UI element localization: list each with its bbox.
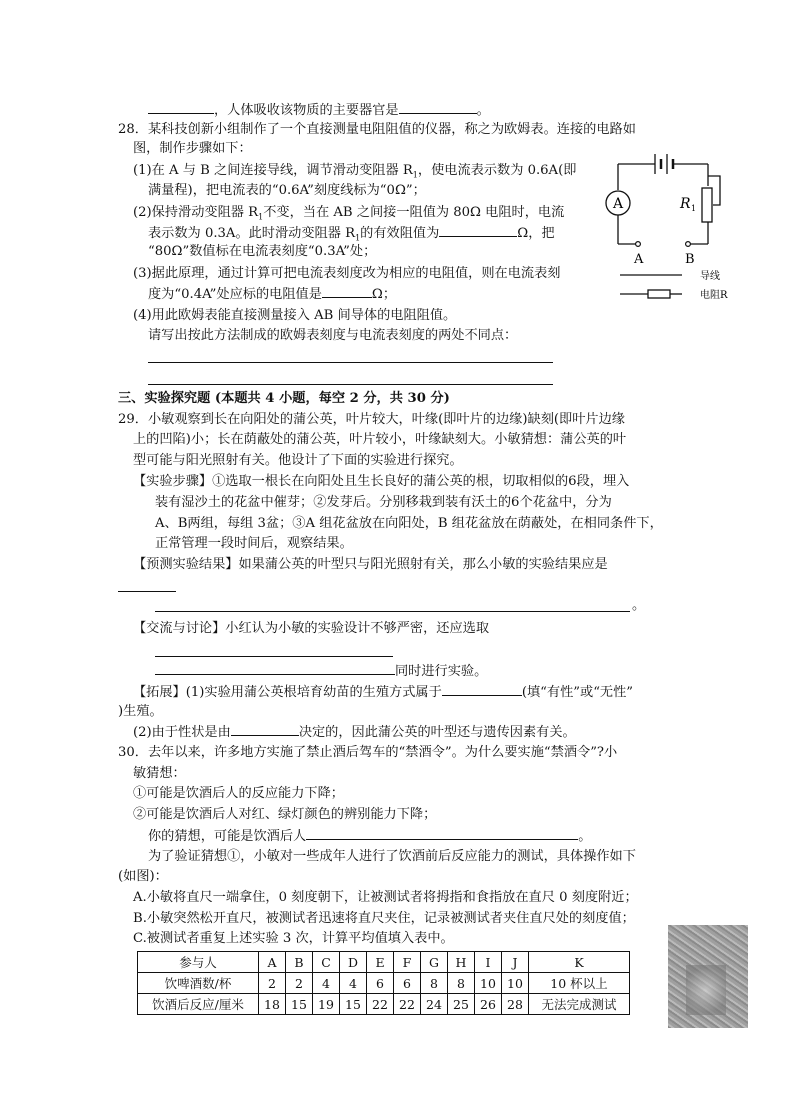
table-header-row (138, 952, 630, 973)
q30-guess1: ①可能是饮酒后人的反应能力下降； (133, 786, 344, 801)
q30-guess3: 你的猜想，可能是饮酒后人 。 (148, 829, 592, 844)
q28-step2a: (2)保持滑动变阻器 $R_1$不变，当在 AB 之间接一阻值为 80Ω 电阻时，电流 (133, 205, 565, 222)
table-cell: 饮啤酒数/杯 (138, 973, 259, 994)
table-cell: 25 (448, 994, 475, 1015)
q28-step2b: 表示数为 0.3A。此时滑动变阻器 $R_1$的有效阻值为 Ω，把 (148, 226, 555, 243)
answer-blank[interactable] (155, 662, 395, 675)
q29-discuss: 【交流与讨论】小红认为小敏的实验设计不够严密，还应选取 (133, 621, 490, 636)
answer-line[interactable] (118, 591, 176, 592)
b-label: B (685, 252, 695, 267)
q30-guess2: ②可能是饮酒后人对红、绿灯颜色的辨别能力下降； (133, 807, 437, 822)
answer-blank[interactable] (231, 723, 299, 736)
table-header: E (367, 952, 394, 973)
table-header: 参与人 (138, 952, 259, 973)
a-label: A (634, 252, 644, 267)
terminal-b (686, 242, 691, 247)
q29-line2: 上的凹陷)小；长在荫蔽处的蒲公英，叶片较小，叶缘缺刻大。小敏猜想：蒲公英的叶 (133, 432, 627, 447)
ammeter-label: A (613, 196, 624, 212)
answer-blank[interactable] (306, 827, 578, 840)
table-cell: 10 (502, 973, 529, 994)
q29-discuss2: 同时进行实验。 (155, 662, 487, 681)
q30-step-c: C.被测试者重复上述实验 3 次，计算平均值填入表中。 (133, 931, 454, 946)
q28-step1a: (1)在 A 与 B 之间连接导线，调节滑动变阻器 $R_1$，使电流表示数为 0.6A(即 (133, 163, 577, 180)
table-header: K (529, 952, 630, 973)
q30-line1: 30．去年以来，许多地方实施了禁止酒后驾车的“禁酒令”。为什么要实施“禁酒令”?小 (118, 745, 618, 760)
circuit-diagram (600, 148, 760, 308)
q29-ext1: 【拓展】(1)实验用蒲公英根培育幼苗的生殖方式属于 (填“有性”或“无性” (133, 685, 634, 700)
table-cell: 4 (313, 973, 340, 994)
terminal-a (636, 242, 641, 247)
reaction-table (137, 951, 630, 1015)
q29-line1: 29．小敏观察到长在向阳处的蒲公英，叶片较大，叶缘(即叶片的边缘)缺刻(即叶片边缘 (118, 412, 625, 427)
table-row (138, 994, 630, 1015)
table-cell: 2 (259, 973, 286, 994)
table-row (138, 973, 630, 994)
q28-step3a: (3)据此原理，通过计算可把电流表刻度改为相应的电阻值，则在电流表刻 (133, 266, 561, 281)
q29-step1: 【实验步骤】①选取一根长在向阳处且生长良好的蒲公英的根，切取相似的6段，埋入 (133, 474, 630, 489)
table-header: H (448, 952, 475, 973)
table-header: F (394, 952, 421, 973)
table-header: A (259, 952, 286, 973)
q28-step2c: “80Ω”数值标在电流表刻度“0.3A”处； (148, 244, 377, 259)
table-cell: 15 (286, 994, 313, 1015)
q29-line3: 型可能与阳光照射有关。他设计了下面的实验进行探究。 (133, 453, 463, 468)
answer-line[interactable] (155, 656, 393, 657)
section-title: 三、实验探究题 (本题共 4 小题，每空 2 分，共 30 分) (118, 391, 450, 406)
table-cell: 8 (448, 973, 475, 994)
q30-step-a: A.小敏将直尺一端拿住，0 刻度朝下，让被测试者将拇指和食指放在直尺 0 刻度附近； (133, 890, 638, 905)
table-cell: 6 (394, 973, 421, 994)
table-header: J (502, 952, 529, 973)
table-cell: 22 (394, 994, 421, 1015)
table-cell: 18 (259, 994, 286, 1015)
table-cell: 4 (340, 973, 367, 994)
table-cell: 15 (340, 994, 367, 1015)
q29-step3: A、B两组，每组 3盆；③A 组花盆放在向阳处，B 组花盆放在荫蔽处，在相同条件下， (155, 516, 663, 531)
ruler-test-photo (668, 925, 748, 1028)
table-cell: 8 (421, 973, 448, 994)
answer-blank[interactable] (442, 683, 522, 696)
q28-step3b: 度为“0.4A”处应标的电阻值是 Ω； (148, 287, 397, 302)
answer-line[interactable] (148, 384, 553, 385)
period: 。 (632, 598, 646, 613)
answer-line[interactable] (155, 611, 630, 612)
table-cell: 19 (313, 994, 340, 1015)
q28-line1: 28．某科技创新小组制作了一个直接测量电阻阻值的仪器，称之为欧姆表。连接的电路如 (118, 122, 636, 137)
answer-blank[interactable] (322, 285, 372, 298)
table-cell: 10 (475, 973, 502, 994)
q28-step4a: (4)用此欧姆表能直接测量接入 AB 间导体的电阻阻值。 (133, 308, 457, 323)
table-header: B (286, 952, 313, 973)
q30-para2: (如图)： (118, 869, 168, 884)
table-header: I (475, 952, 502, 973)
answer-blank[interactable] (439, 224, 517, 237)
table-header: G (421, 952, 448, 973)
top-line: ，人体吸收该物质的主要器官是 。 (148, 101, 490, 120)
q29-predict: 【预测实验结果】如果蒲公英的叶型只与阳光照射有关，那么小敏的实验结果应是 (133, 557, 608, 572)
q30-para1: 为了验证猜想①，小敏对一些成年人进行了饮酒前后反应能力的测试，具体操作如下 (148, 849, 636, 864)
table-cell: 28 (502, 994, 529, 1015)
legend-resistor: 电阻R (700, 290, 728, 301)
table-cell: 24 (421, 994, 448, 1015)
r1-subscript: 1 (691, 204, 697, 213)
blank (399, 101, 477, 114)
legend-wire: 导线 (700, 271, 720, 282)
table-cell: 26 (475, 994, 502, 1015)
q29-step2: 装有湿沙土的花盆中催芽；②发芽后。分别移栽到装有沃土的6个花盆中，分为 (155, 495, 612, 510)
table-cell: 6 (367, 973, 394, 994)
answer-line[interactable] (148, 362, 553, 363)
table-cell: 饮酒后反应/厘米 (138, 994, 259, 1015)
q30-line2: 敏猜想： (133, 766, 186, 781)
q28-step4b: 请写出按此方法制成的欧姆表刻度与电流表刻度的两处不同点： (148, 328, 518, 343)
q30-step-b: B.小敏突然松开直尺，被测试者迅速将直尺夹住，记录被测试者夹住直尺处的刻度值； (133, 911, 635, 926)
table-header: C (313, 952, 340, 973)
table-cell: 无法完成测试 (529, 994, 630, 1015)
q29-ext2: (2)由于性状是由 决定的，因此蒲公英的叶型还与遗传因素有关。 (133, 725, 576, 740)
q28-step1b: 满量程)，把电流表的“0.6A”刻度线标为“0Ω”； (148, 183, 426, 198)
q29-step4: 正常管理一段时间后，观察结果。 (155, 536, 353, 551)
table-cell: 10 杯以上 (529, 973, 630, 994)
r1-label: R (680, 196, 691, 212)
table-cell: 22 (367, 994, 394, 1015)
table-cell: 2 (286, 973, 313, 994)
table-header: D (340, 952, 367, 973)
blank (148, 101, 214, 114)
q28-line2: 图，制作步骤如下： (133, 141, 252, 156)
q29-ext1c: )生殖。 (118, 704, 163, 719)
